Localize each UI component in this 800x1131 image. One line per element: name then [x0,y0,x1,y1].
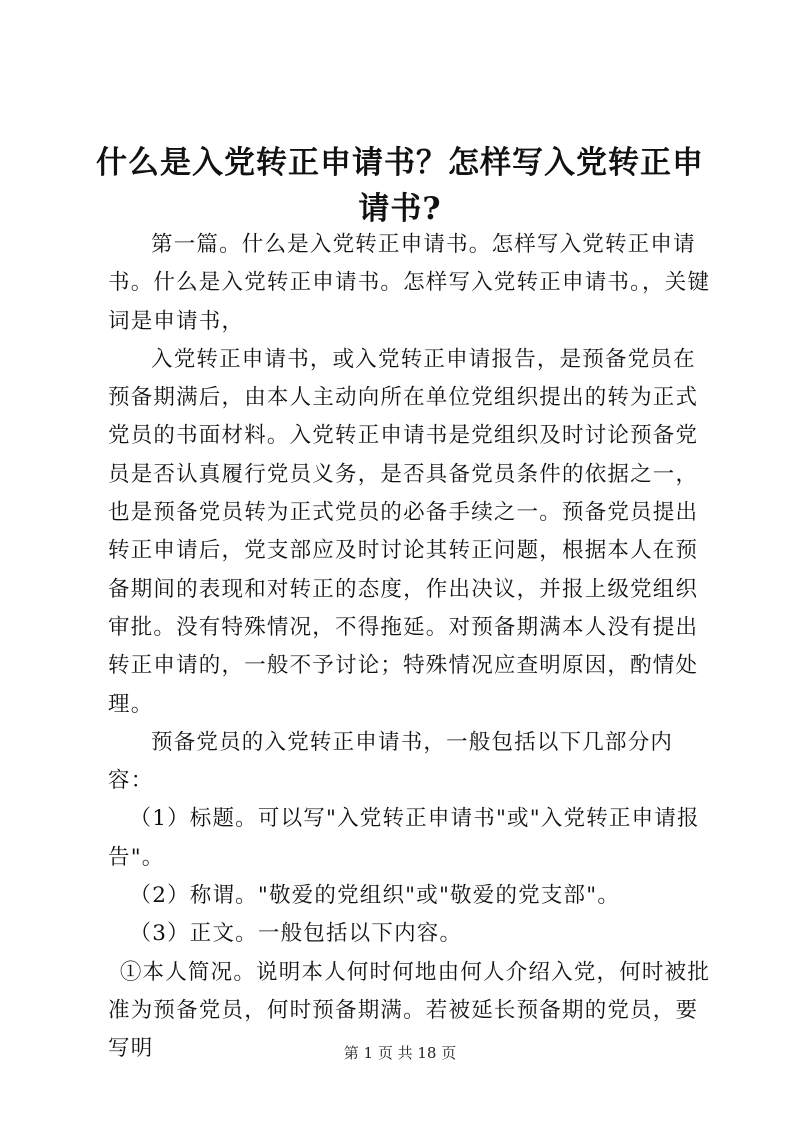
document-title: 什么是入党转正申请书？怎样写入党转正申请书? [96,145,704,227]
paragraph-item-salutation: （2）称谓。"敬爱的党组织"或"敬爱的党支部"。 [129,883,621,909]
paragraph-item-title: （1）标题。可以写"入党转正申请书"或"入党转正申请报告"。 [108,806,700,870]
paragraph-contents-intro: 预备党员的入党转正申请书，一般包括以下几部分内容： [108,729,674,794]
paragraph-definition: 入党转正申请书，或入党转正申请报告，是预备党员在预备期满后，由本人主动向所在单位党组织提出的转为正式党员的书面材料。入党转正申请书是党组织及时讨论预备党员是否认真履行党员义务，是否具备党员条件的依据之一，也是预备党员转为正式党员的必备手续之一。预备党员提出转正申请后，党支部应及时讨论其转正问题，根据本人在预备期间的表现和对转正的态度，作出决议，并报上级党组织审批。没有特殊情况，不得拖延。对预备期满本人没有提出转正申请的，一般不予讨论；特殊情况应查明原因，酌情处理。 [108,346,699,717]
paragraph-intro: 第一篇。什么是入党转正申请书。怎样写入党转正申请书。什么是入党转正申请书。怎样写入党转正申请书。，关键词是申请书， [108,232,711,334]
page-number-footer: 第 1 页 共 18 页 [343,1044,457,1062]
paragraph-sub-item-profile: ①本人简况。说明本人何时何地由何人介绍入党，何时被批准为预备党员，何时预备期满。若被延长预备期的党员，要写明 [108,959,711,1062]
paragraph-item-body: （3）正文。一般包括以下内容。 [129,921,463,947]
document-body [108,226,713,1069]
